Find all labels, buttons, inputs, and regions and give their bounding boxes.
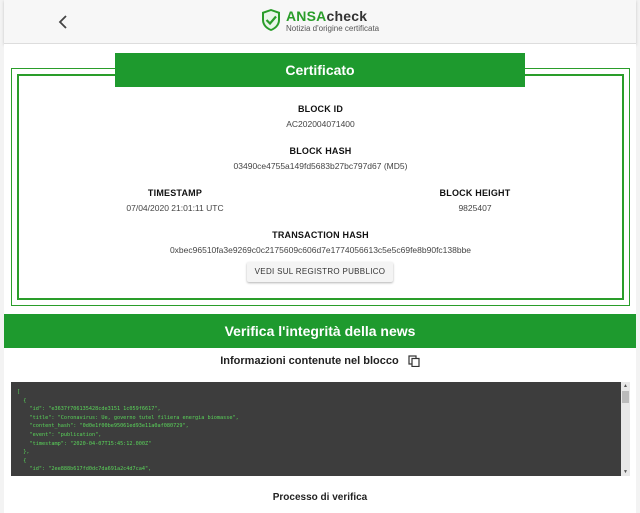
brand-check: check <box>326 8 368 24</box>
app-header <box>4 0 636 44</box>
block-height-label: BLOCK HEIGHT <box>439 188 511 198</box>
timestamp-label: TIMESTAMP <box>147 188 203 198</box>
transaction-hash-label: TRANSACTION HASH <box>272 230 369 240</box>
block-info-label: Informazioni contenute nel blocco <box>220 355 399 367</box>
verify-integrity-title: Verifica l'integrità della news <box>4 314 636 348</box>
main-content <box>4 44 636 513</box>
brand-name <box>286 8 379 24</box>
block-json-viewer[interactable] <box>11 382 630 476</box>
transaction-hash-value: 0xbec96510fa3e9269c0c2175609c606d7e1774056613c5e5c69fe8b90fc138bbe <box>169 245 472 255</box>
block-hash-label: BLOCK HASH <box>289 146 352 156</box>
scroll-down-arrow-icon[interactable]: ▼ <box>623 469 628 475</box>
brand-subtitle: Notizia d'origine certificata <box>286 24 380 33</box>
chevron-left-icon <box>58 15 70 29</box>
block-height-field <box>425 188 525 213</box>
view-public-register-button[interactable]: VEDI SUL REGISTRO PUBBLICO <box>247 262 393 282</box>
block-json-text: [ { "id": "e3637f706135428cde3151 1c059f6617", "title": "Coronavirus: Ue, governo tutel filiera energia biomasse", "content_hash": "0d0e1f00be95061ed93e11a0af080729", "event": "publication", "timestamp": "2020-04-07T15:45:12.000Z" }, { "id": "2ee888b617fd0dc7da691a2c4d7ca4", <box>17 389 239 473</box>
scroll-thumb[interactable] <box>622 391 629 403</box>
block-hash-value: 03490ce4755a149fd5683b27bc797d67 (MD5) <box>233 161 408 171</box>
timestamp-value: 07/04/2020 21:01:11 UTC <box>126 203 224 213</box>
verification-process-heading: Processo di verifica <box>272 492 368 503</box>
brand-ansa: ANSA <box>286 8 327 24</box>
block-id-field <box>19 104 622 129</box>
transaction-hash-field <box>19 230 622 255</box>
block-info-heading <box>4 355 636 367</box>
copy-icon[interactable] <box>408 355 420 367</box>
timestamp-field <box>115 188 235 213</box>
block-height-value: 9825407 <box>458 203 492 213</box>
block-id-value: AC202004071400 <box>286 119 355 129</box>
shield-check-icon <box>261 8 281 32</box>
back-button[interactable] <box>54 12 74 32</box>
certificate-title: Certificato <box>115 53 525 87</box>
ansa-check-logo <box>261 8 379 34</box>
block-hash-field <box>19 146 622 171</box>
block-id-label: BLOCK ID <box>297 104 344 114</box>
code-scrollbar[interactable] <box>621 382 630 476</box>
scroll-up-arrow-icon[interactable]: ▲ <box>623 383 628 389</box>
